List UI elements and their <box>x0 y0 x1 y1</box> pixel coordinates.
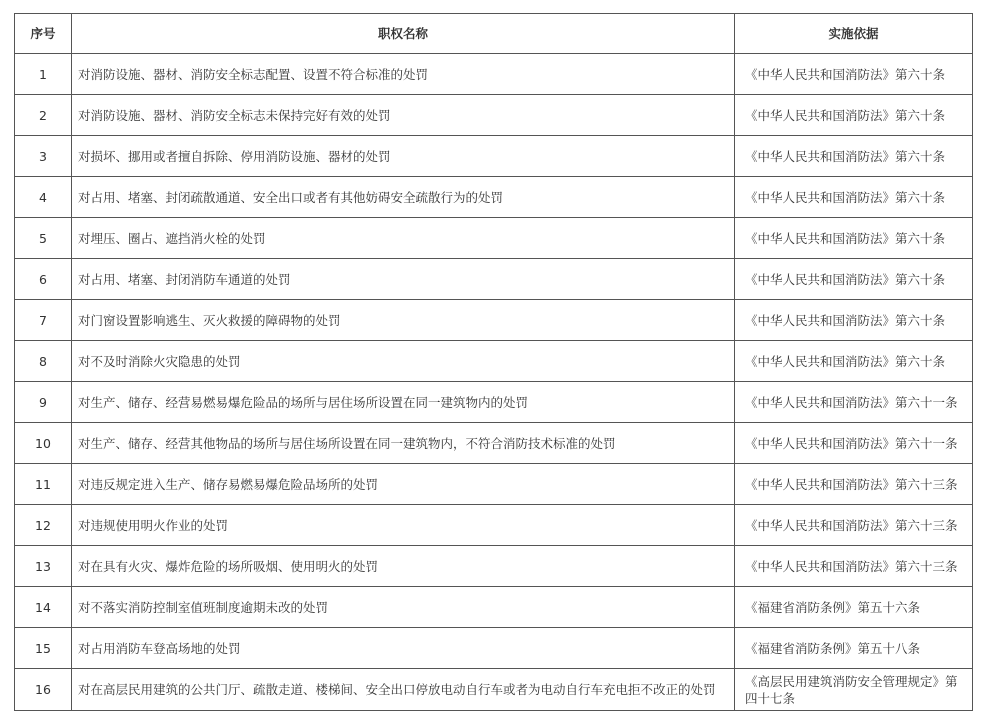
row-serial-number: 4 <box>15 177 72 218</box>
row-legal-basis: 《福建省消防条例》第五十八条 <box>735 628 973 669</box>
row-legal-basis: 《中华人民共和国消防法》第六十三条 <box>735 464 973 505</box>
row-legal-basis: 《福建省消防条例》第五十六条 <box>735 587 973 628</box>
row-authority-name: 对占用、堵塞、封闭疏散通道、安全出口或者有其他妨碍安全疏散行为的处罚 <box>72 177 735 218</box>
row-authority-name: 对违反规定进入生产、储存易燃易爆危险品场所的处罚 <box>72 464 735 505</box>
table-row <box>15 341 973 382</box>
row-serial-number: 9 <box>15 382 72 423</box>
row-legal-basis: 《中华人民共和国消防法》第六十条 <box>735 95 973 136</box>
row-authority-name: 对消防设施、器材、消防安全标志配置、设置不符合标准的处罚 <box>72 54 735 95</box>
row-authority-name: 对消防设施、器材、消防安全标志未保持完好有效的处罚 <box>72 95 735 136</box>
table-row <box>15 669 973 711</box>
table-row <box>15 300 973 341</box>
row-legal-basis: 《中华人民共和国消防法》第六十条 <box>735 136 973 177</box>
row-legal-basis: 《中华人民共和国消防法》第六十条 <box>735 259 973 300</box>
row-serial-number: 10 <box>15 423 72 464</box>
row-serial-number: 6 <box>15 259 72 300</box>
row-serial-number: 1 <box>15 54 72 95</box>
authority-table-container <box>14 13 972 711</box>
table-row <box>15 259 973 300</box>
table-header-row <box>15 14 973 54</box>
row-legal-basis: 《中华人民共和国消防法》第六十条 <box>735 341 973 382</box>
table-row <box>15 546 973 587</box>
table-row <box>15 464 973 505</box>
row-serial-number: 8 <box>15 341 72 382</box>
row-legal-basis: 《中华人民共和国消防法》第六十一条 <box>735 382 973 423</box>
row-legal-basis: 《中华人民共和国消防法》第六十三条 <box>735 546 973 587</box>
row-serial-number: 14 <box>15 587 72 628</box>
row-authority-name: 对门窗设置影响逃生、灭火救援的障碍物的处罚 <box>72 300 735 341</box>
table-row <box>15 423 973 464</box>
row-authority-name: 对占用消防车登高场地的处罚 <box>72 628 735 669</box>
row-serial-number: 11 <box>15 464 72 505</box>
row-authority-name: 对不及时消除火灾隐患的处罚 <box>72 341 735 382</box>
header-legal-basis: 实施依据 <box>735 14 973 54</box>
row-authority-name: 对生产、储存、经营易燃易爆危险品的场所与居住场所设置在同一建筑物内的处罚 <box>72 382 735 423</box>
row-serial-number: 3 <box>15 136 72 177</box>
table-row <box>15 54 973 95</box>
row-legal-basis: 《高层民用建筑消防安全管理规定》第四十七条 <box>735 669 973 711</box>
row-legal-basis: 《中华人民共和国消防法》第六十条 <box>735 300 973 341</box>
table-row <box>15 95 973 136</box>
table-row <box>15 628 973 669</box>
row-legal-basis: 《中华人民共和国消防法》第六十条 <box>735 177 973 218</box>
row-serial-number: 16 <box>15 669 72 711</box>
authority-table <box>14 13 973 711</box>
table-row <box>15 177 973 218</box>
row-serial-number: 5 <box>15 218 72 259</box>
row-legal-basis: 《中华人民共和国消防法》第六十一条 <box>735 423 973 464</box>
table-row <box>15 587 973 628</box>
row-legal-basis: 《中华人民共和国消防法》第六十条 <box>735 54 973 95</box>
row-serial-number: 12 <box>15 505 72 546</box>
table-row <box>15 505 973 546</box>
row-authority-name: 对损坏、挪用或者擅自拆除、停用消防设施、器材的处罚 <box>72 136 735 177</box>
row-authority-name: 对埋压、圈占、遮挡消火栓的处罚 <box>72 218 735 259</box>
row-serial-number: 7 <box>15 300 72 341</box>
table-row <box>15 382 973 423</box>
row-serial-number: 2 <box>15 95 72 136</box>
row-authority-name: 对占用、堵塞、封闭消防车通道的处罚 <box>72 259 735 300</box>
row-authority-name: 对在具有火灾、爆炸危险的场所吸烟、使用明火的处罚 <box>72 546 735 587</box>
row-serial-number: 15 <box>15 628 72 669</box>
table-row <box>15 218 973 259</box>
row-authority-name: 对在高层民用建筑的公共门厅、疏散走道、楼梯间、安全出口停放电动自行车或者为电动自行车充电拒不改正的处罚 <box>72 669 735 711</box>
row-authority-name: 对违规使用明火作业的处罚 <box>72 505 735 546</box>
row-authority-name: 对不落实消防控制室值班制度逾期未改的处罚 <box>72 587 735 628</box>
row-serial-number: 13 <box>15 546 72 587</box>
header-serial-number: 序号 <box>15 14 72 54</box>
row-authority-name: 对生产、储存、经营其他物品的场所与居住场所设置在同一建筑物内，不符合消防技术标准的处罚 <box>72 423 735 464</box>
row-legal-basis: 《中华人民共和国消防法》第六十三条 <box>735 505 973 546</box>
table-row <box>15 136 973 177</box>
row-legal-basis: 《中华人民共和国消防法》第六十条 <box>735 218 973 259</box>
header-authority-name: 职权名称 <box>72 14 735 54</box>
